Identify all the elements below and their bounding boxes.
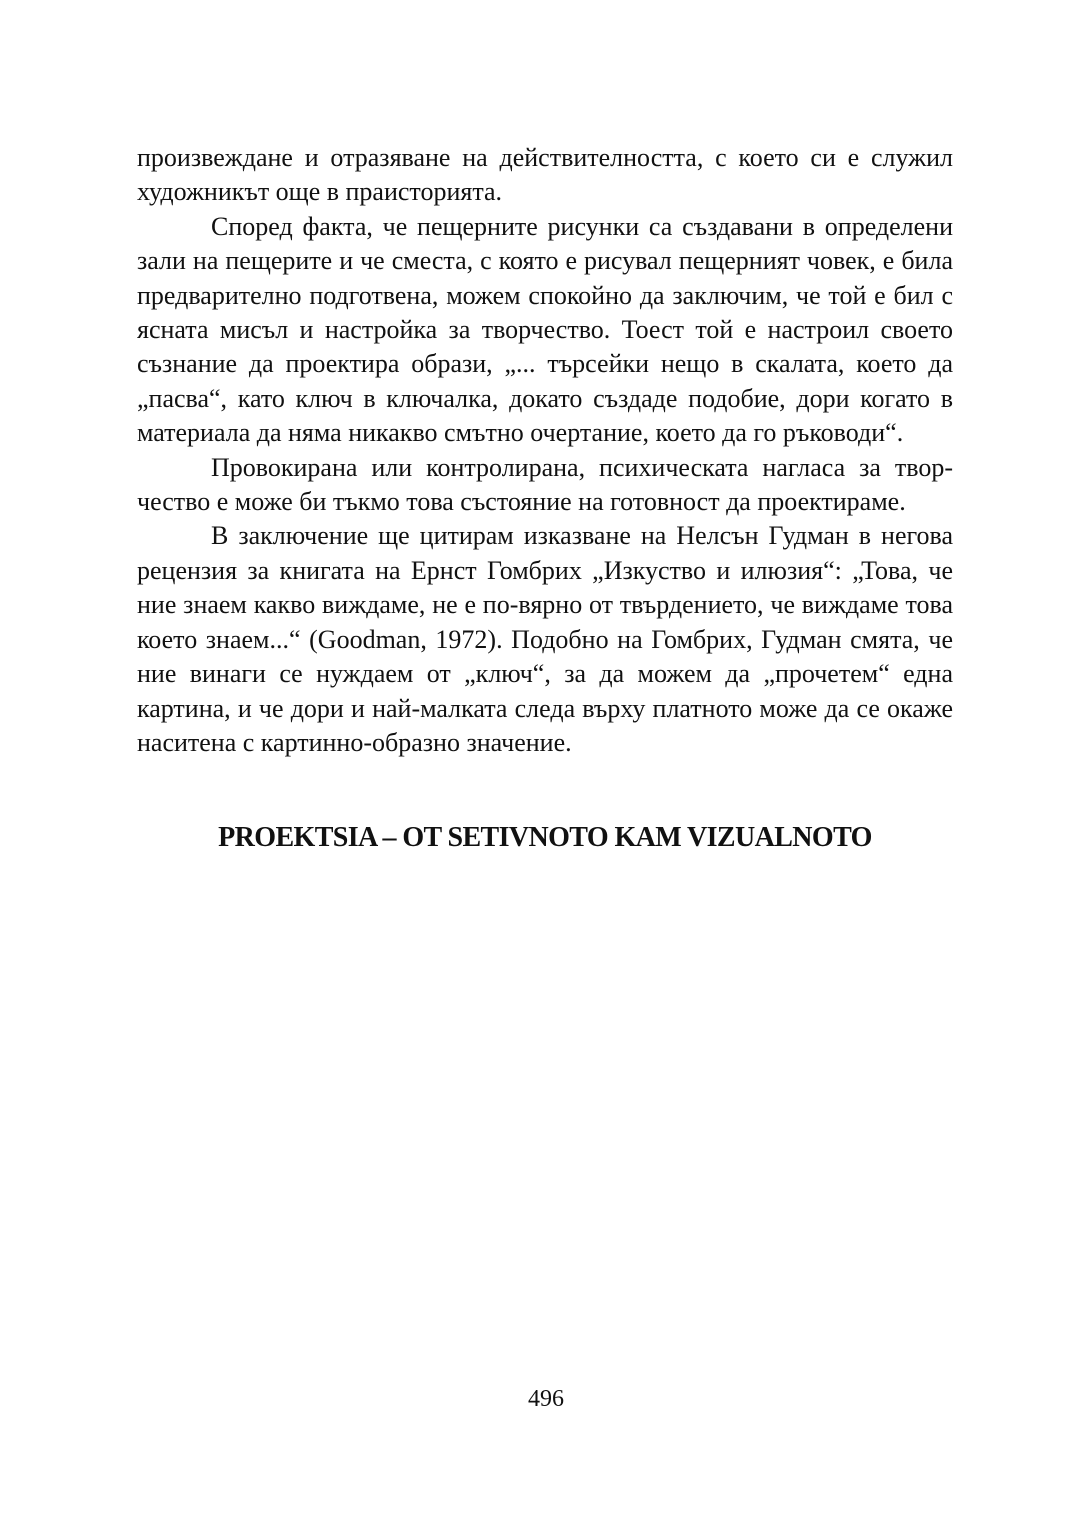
body-text (137, 141, 953, 760)
paragraph-conclusion-goodman: В заключение ще цитирам изказване на Нелсън Гудман в негова рецензия за книгата на Ернст Гомбрих „Изкуство и илюзия“: „Това, че ние знаем какво виждаме, не е по-вярно от твърдението, че виждаме това което знаем...“ (Goodman, 1972). Подобно на Гомбрих, Гудман смята, че ние винаги се нуждаем от „ключ“, за да можем да „прочетем“ една картина, и че дори и най-малката следа върху платното може да се окаже наситена с картинно-образно значение. (137, 521, 953, 757)
page-number: 496 (528, 1386, 564, 1412)
section-heading: PROEKTSIA – OT SETIVNOTO KAM VIZUALNOTO (218, 822, 872, 853)
paragraph-continuation: произвеждане и отразяване на действителността, с което си е служил художникът още в праисторията. (137, 143, 953, 207)
paragraph-cave-drawings: Според факта, че пещерните рисунки са създавани в определени зали на пещерите и че сместа, с която е рисувал пещерният човек, е била предварително подготвена, можем спокойно да заключим, че той е бил с ясната мисъл и настройка за творчество. Тоест той е настроил своето съзнание да проектира образи, „... търсейки нещо в скалата, което да „пасва“, като ключ в ключалка, докато създаде подобие, дори когато в материала да няма никакво смътно очертание, което да го ръководи“. (137, 211, 953, 448)
paragraph-mental-disposition: Провокирана или контролирана, психическата нагласа за творчество е може би тъкмо това състояние на готовност да проектираме. (137, 452, 953, 517)
